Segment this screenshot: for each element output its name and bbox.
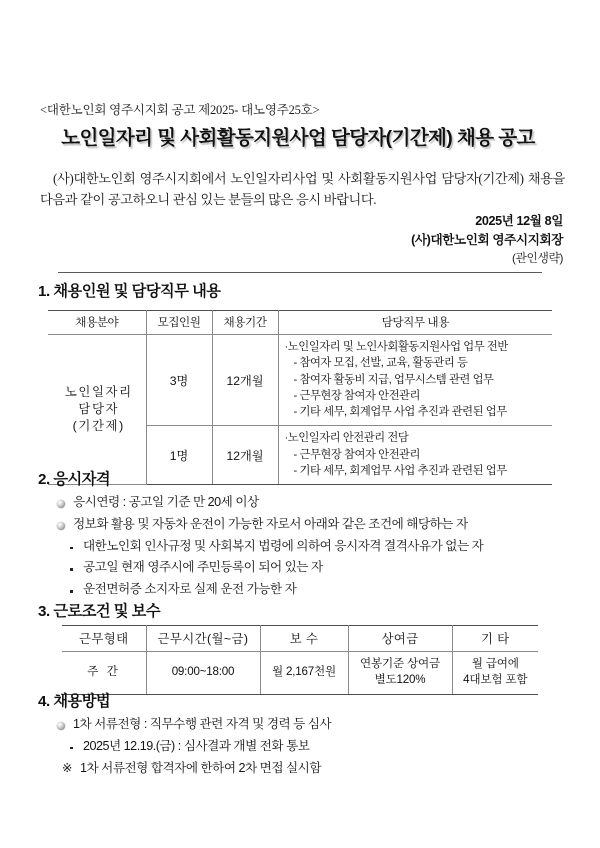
duty-item: - 기타 세무, 회계업무 사업 추진과 관련된 업무 [293, 406, 507, 419]
duty-item: - 참여자 활동비 지급, 업무시스템 관련 업무 [293, 373, 494, 386]
list-item [56, 514, 570, 536]
col-header-field: 채용분야 [48, 311, 146, 335]
cell-etc [452, 652, 538, 695]
list-item-label: 1차 서류전형 합격자에 한하여 2차 면접 실시함 [80, 760, 321, 775]
col-header-etc: 기 타 [452, 626, 538, 652]
sphere-bullet-icon [57, 500, 65, 508]
seal-note: (관인생략) [511, 251, 563, 266]
cell-count: 3명 [146, 335, 212, 426]
field-line-3: (기간제) [72, 419, 125, 434]
cell-term: 12개월 [212, 335, 278, 426]
intro-paragraph: (사)대한노인회 영주시지회에서 노인일자리사업 및 사회활동지원사업 담당자(기간제) 채용을 다음과 같이 공고하오니 관심 있는 분들의 많은 응시 바랍니다. [40, 171, 565, 208]
recruitment-table [48, 310, 552, 485]
duty-heading: ·노인일자리 및 노인사회활동지원사업 업무 전반 [284, 341, 508, 353]
cell-bonus [348, 652, 452, 695]
section-4-heading: 4. 채용방법 [38, 693, 111, 710]
cell-field [48, 335, 146, 485]
title-container [0, 122, 600, 152]
list-item-label: 대한노인회 인사규정 및 사회복지 법령에 의하여 응시자격 결격사유가 없는 자 [83, 538, 484, 553]
dot-bullet-icon [70, 568, 73, 571]
section-divider [58, 272, 542, 273]
dot-bullet-icon [70, 747, 73, 750]
duty-heading: ·노인일자리 안전관리 전담 [284, 432, 409, 445]
list-item-label: 응시연령 : 공고일 기준 만 20세 이상 [73, 495, 259, 509]
cell-duties [278, 426, 552, 485]
section-2-heading: 2. 응시자격 [38, 471, 111, 488]
col-header-term: 채용기간 [212, 311, 278, 335]
duty-item: - 근무현장 참여자 안전관리 [293, 389, 420, 402]
etc-line-1: 월 급여에 [471, 657, 519, 670]
announcement-date: 2025년 12월 8일 [475, 214, 563, 228]
selection-method-list [56, 714, 570, 779]
list-item [56, 736, 570, 758]
list-item-label: 운전면허증 소지자로 실제 운전 가능한 자 [83, 582, 297, 597]
sphere-bullet-icon [57, 522, 65, 530]
announcement-reference: <대한노인회 영주시지회 공고 제2025- 대노영주25호> [40, 103, 320, 117]
col-header-count: 모집인원 [146, 311, 212, 335]
col-header-bonus: 상여금 [348, 626, 452, 652]
list-item [56, 557, 570, 579]
col-header-work-type: 근무형태 [62, 626, 146, 652]
section-3-heading: 3. 근로조건 및 보수 [38, 603, 161, 620]
cell-count: 1명 [146, 426, 212, 485]
etc-line-2: 4대보험 포함 [463, 673, 528, 687]
table-header-row [48, 311, 552, 335]
dot-bullet-icon [70, 590, 73, 593]
list-item [56, 758, 570, 780]
reference-mark-icon: ※ [62, 760, 72, 775]
list-item-label: 2025년 12.19.(금) : 심사결과 개별 전화 통보 [83, 738, 310, 753]
duty-item: - 기타 세무, 회계업무 사업 추진과 관련된 업무 [293, 464, 507, 477]
list-item [56, 536, 570, 558]
list-item [56, 579, 570, 601]
eligibility-list [56, 492, 570, 601]
col-header-duties: 담당직무 내용 [278, 311, 552, 335]
col-header-pay: 보 수 [260, 626, 348, 652]
field-line-2: 담당자 [78, 402, 120, 416]
cell-work-type: 주 간 [62, 652, 146, 695]
cell-duties [278, 335, 552, 426]
section-1-heading: 1. 채용인원 및 담당직무 내용 [38, 283, 221, 300]
dot-bullet-icon [70, 547, 73, 550]
page-title: 노인일자리 및 사회활동지원사업 담당자(기간제) 채용 공고 [61, 127, 535, 149]
bonus-line-1: 연봉기준 상여금 [359, 657, 441, 670]
list-item-label: 정보화 활용 및 자동차 운전이 가능한 자로서 아래와 같은 조건에 해당하는 자 [73, 516, 468, 531]
duty-item: - 근무현장 참여자 안전관리 [293, 448, 420, 461]
table-header-row [62, 626, 538, 652]
table-row [62, 652, 538, 695]
list-item-label: 1차 서류전형 : 직무수행 관련 자격 및 경력 등 심사 [73, 717, 332, 731]
col-header-work-hours: 근무시간(월~금) [146, 626, 260, 652]
cell-term: 12개월 [212, 426, 278, 485]
bonus-line-2: 별도120% [374, 673, 426, 687]
sphere-bullet-icon [57, 722, 65, 730]
cell-work-hours: 09:00~18:00 [146, 652, 260, 695]
duty-item: - 참여자 모집, 선발, 교육, 활동관리 등 [293, 357, 468, 370]
signature-block [411, 212, 563, 268]
table-row [48, 335, 552, 426]
working-conditions-table [62, 625, 538, 695]
issuing-organization: (사)대한노인회 영주시지회장 [411, 233, 563, 248]
field-line-1: 노인일자리 [64, 384, 133, 399]
list-item-label: 공고일 현재 영주시에 주민등록이 되어 있는 자 [83, 560, 323, 575]
list-item [56, 492, 570, 514]
list-item [56, 714, 570, 736]
cell-pay: 월 2,167천원 [260, 652, 348, 695]
